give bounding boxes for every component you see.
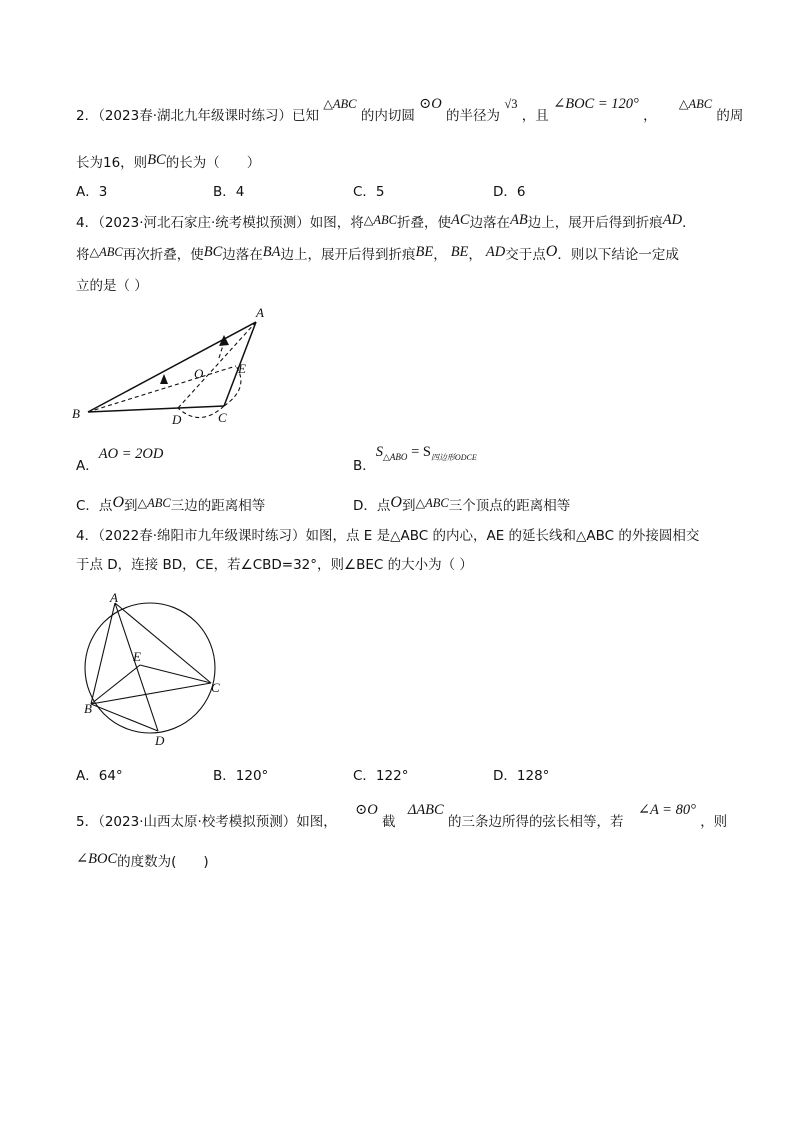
text: 的长为（ ） [165,155,261,171]
label-d: D [155,733,165,748]
option-prefix: B． [353,458,376,474]
text: 4．（2022春·绵阳市九年级课时练习）如图，点 E 是△ABC 的内心，AE 的延长线和△ABC 的外接圆相交 [76,528,700,544]
q5-line2 [76,852,209,872]
math-be: BE [415,244,434,260]
text: 边上，展开后得到折痕 [280,247,416,263]
question-number: 4． [76,215,99,231]
arrow-head [160,374,168,384]
label-a: A [110,590,118,605]
text: ， [643,108,657,124]
option-a[interactable]: A．3 [76,184,108,200]
segment-bd [91,704,158,731]
text: D．点 [353,498,391,514]
math-bc: BC [147,152,166,168]
segment-ab [91,603,115,704]
math-area-equation [376,444,477,460]
question-source: （2023·山西太原·校考模拟预测） [98,814,297,830]
option-b[interactable] [353,444,477,478]
q2-line2 [76,153,260,173]
text: 三个顶点的距离相等 [448,498,571,514]
label-o: O [194,366,204,381]
option-d[interactable]: D．6 [493,184,526,200]
circumcircle [85,603,215,733]
text: ． [682,215,696,231]
label-b: B [72,406,80,421]
option-d[interactable]: D．128° [493,768,550,784]
option-b[interactable]: B．4 [213,184,245,200]
math-ao-2od: AO = 2OD [98,446,164,462]
text: 将 [76,247,90,263]
math-bc: BC [203,244,223,260]
label-e: E [238,361,246,376]
text: C．点 [76,498,113,514]
math-ad: AD [662,212,683,228]
math-circle-o: ⊙O [419,96,442,112]
arrow-shaft [164,376,165,384]
text: 再次折叠，使 [122,247,204,263]
fold-arc-c-d [178,406,224,418]
option-c[interactable] [76,496,265,516]
question-number: 2． [76,108,99,124]
math-ba: BA [262,244,281,260]
text: 折叠，使 [397,215,452,231]
segment-ac [224,322,256,406]
q4b-line1 [76,526,699,546]
math-angle-boc: ∠BOC [76,851,118,867]
text: 的三条边所得的弦长相等，若 [448,814,624,830]
text: 的内切圆 [360,108,415,124]
option-a[interactable] [76,446,164,476]
text: 如图， [296,814,337,830]
math-triangle-abc: △ABC [323,97,357,111]
text: ，且 [521,108,549,124]
text: 如图，将 [309,215,364,231]
segment-be [91,665,140,704]
question-source: （2023·河北石家庄·统考模拟预测） [98,215,310,231]
text: ，则 [700,814,728,830]
segment-bc [88,406,224,412]
math-triangle-abc: ΔABC [407,802,444,818]
q2-line1 [76,96,744,126]
label-c: C [211,680,220,695]
label-b: B [84,701,92,716]
segment-ac [115,603,211,683]
label-e: E [133,649,141,664]
q4b-line2 [76,555,473,575]
math-s: S [375,444,384,460]
question-number: 5． [76,814,99,830]
text: 边落在 [222,247,263,263]
option-prefix: A． [76,458,99,474]
fold-arc-c-e [224,366,241,406]
math-triangle-abc: △ABC [89,245,123,259]
segment-bc [91,683,211,704]
math-subscript: △ABO [383,452,408,462]
math-angle-a: ∠A = 80° [637,802,696,818]
math-ac: AC [451,212,470,228]
text: 到 [124,498,138,514]
segment-ad [115,603,158,731]
q4a-line3 [76,276,148,296]
math-ab: AB [510,212,528,228]
math-triangle-abc: △ABC [678,97,713,111]
option-b[interactable]: B．120° [213,768,269,784]
math-triangle-abc: △ABC [415,496,449,510]
text: 于点 D，连接 BD，CE，若∠CBD=32°，则∠BEC 的大小为（ ） [76,557,473,573]
crease-be [88,366,236,412]
math-sqrt3: √3 [504,97,518,111]
option-c[interactable]: C．122° [353,768,409,784]
math-subscript: 四边形ODCE [430,453,477,462]
math-triangle-abc: △ABC [363,213,398,227]
text: 立的是（ ） [76,278,148,294]
text: 交于点 [505,247,546,263]
math-triangle-abc: △ABC [137,496,171,510]
arrow-head [219,335,229,346]
text: ．则以下结论一定成 [557,247,679,263]
text: 边落在 [469,215,511,231]
text: 边上，展开后得到折痕 [527,215,663,231]
q5-line1 [76,802,728,832]
question-source: （2023春·湖北九年级课时练习） [98,108,292,124]
text: 三边的距离相等 [170,498,266,514]
option-c[interactable]: C．5 [353,184,385,200]
text: 的度数为( ) [117,854,209,870]
q4a-line1 [76,213,696,233]
text: ， [433,247,447,263]
crease-ad [178,322,256,408]
option-d[interactable] [353,496,570,516]
text: 截 [382,814,396,830]
text: ， [468,247,482,263]
math-o: O [112,494,124,511]
math-ad: AD [485,244,506,260]
label-c: C [218,410,227,425]
segment-ba [88,322,256,412]
segment-ce [140,665,211,683]
math-angle-boc: ∠BOC = 120° [553,96,639,112]
text: 已知 [292,108,319,124]
math-eq: = S [407,444,431,460]
arrow-shaft [219,342,224,358]
option-a[interactable]: A．64° [76,768,123,784]
text: 长为16，则 [76,155,148,171]
math-o: O [390,494,402,511]
math-o: O [545,243,558,260]
label-a: A [256,305,264,320]
text: 到 [401,498,416,514]
label-d: D [172,412,182,427]
text: 的半径为 [446,108,501,124]
q4a-line2 [76,245,679,265]
math-be: BE [450,244,469,260]
math-circle-o: ⊙O [355,802,378,818]
text: 的周 [716,108,744,124]
